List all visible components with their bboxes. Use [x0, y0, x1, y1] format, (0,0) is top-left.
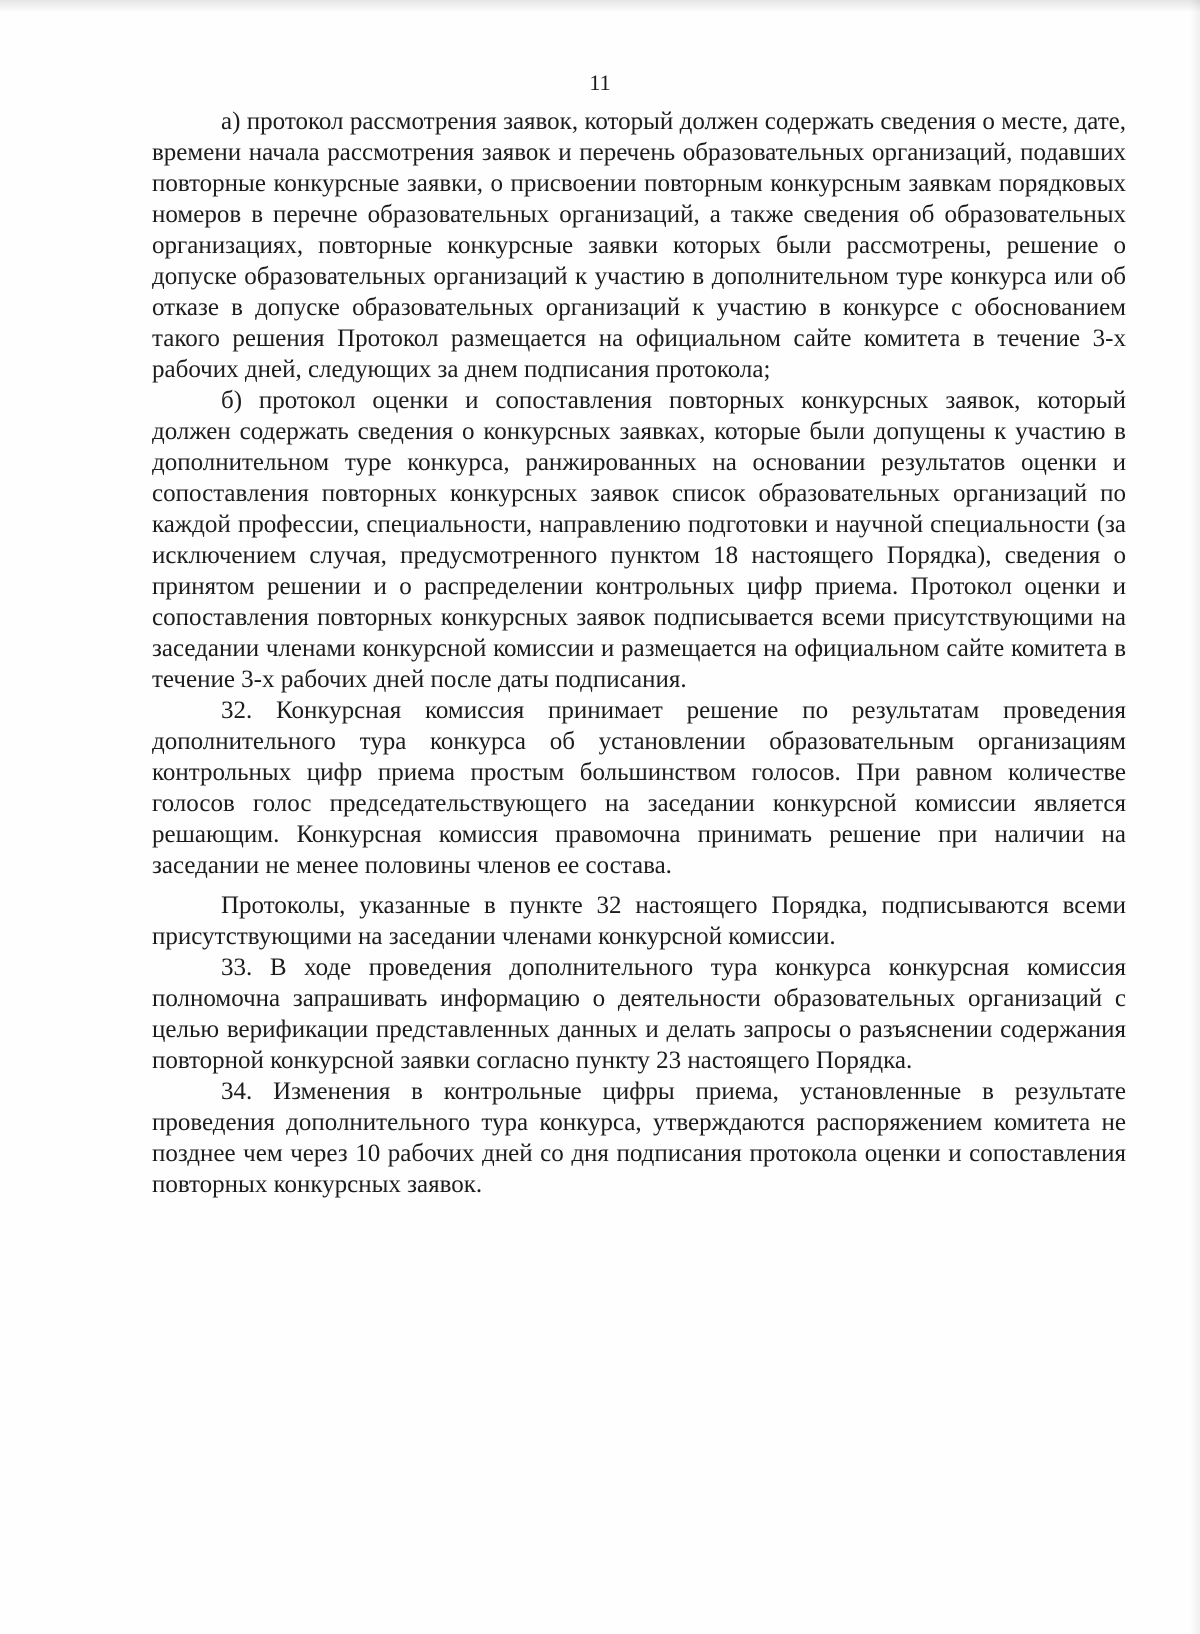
document-body	[152, 106, 1126, 1200]
page-number: 11	[589, 70, 611, 95]
paragraph-33: 33. В ходе проведения дополнительного тура конкурса конкурсная комиссия полномочна запрашивать информацию о деятельности образовательных организаций с целью верификации представленных данных и делать запросы о разъяснении содержания повторной конкурсной заявки согласно пункту 23 настоящего Порядка.	[152, 954, 1126, 1074]
paragraph-b: б) протокол оценки и сопоставления повторных конкурсных заявок, который должен содержать сведения о конкурсных заявках, которые были допущены к участию в дополнительном туре конкурса, ранжированных на основании результатов оценки и сопоставления повторных конкурсных заявок список образовательных организаций по каждой профессии, специальности, направлению подготовки и научной специальности (за исключением случая, предусмотренного пунктом 18 настоящего Порядка), сведения о принятом решении и о распределении контрольных цифр приема. Протокол оценки и сопоставления повторных конкурсных заявок подписывается всеми присутствующими на заседании членами конкурсной комиссии и размещается на официальном сайте комитета в течение 3-х рабочих дней после даты подписания.	[152, 387, 1126, 693]
paragraph-protocols: Протоколы, указанные в пункте 32 настоящего Порядка, подписываются всеми присутствующими на заседании членами конкурсной комиссии.	[152, 892, 1126, 950]
scan-edge-top	[0, 0, 1200, 12]
scan-edge-right	[1190, 0, 1200, 1634]
paragraph-32: 32. Конкурсная комиссия принимает решение по результатам проведения дополнительного тура конкурса об установлении образовательным организациям контрольных цифр приема простым большинством голосов. При равном количестве голосов голос председательствующего на заседании конкурсной комиссии является решающим. Конкурсная комиссия правомочна принимать решение при наличии на заседании не менее половины членов ее состава.	[152, 697, 1126, 879]
paragraph-a: а) протокол рассмотрения заявок, который должен содержать сведения о месте, дате, времени начала рассмотрения заявок и перечень образовательных организаций, подавших повторные конкурсные заявки, о присвоении повторным конкурсным заявкам порядковых номеров в перечне образовательных организаций, а также сведения об образовательных организациях, повторные конкурсные заявки которых были рассмотрены, решение о допуске образовательных организаций к участию в дополнительном туре конкурса или об отказе в допуске образовательных организаций к участию в конкурсе с обоснованием такого решения Протокол размещается на официальном сайте комитета в течение 3-х рабочих дней, следующих за днем подписания протокола;	[152, 108, 1126, 383]
paragraph-34: 34. Изменения в контрольные цифры приема, установленные в результате проведения дополнительного тура конкурса, утверждаются распоряжением комитета не позднее чем через 10 рабочих дней со дня подписания протокола оценки и сопоставления повторных конкурсных заявок.	[152, 1078, 1126, 1198]
